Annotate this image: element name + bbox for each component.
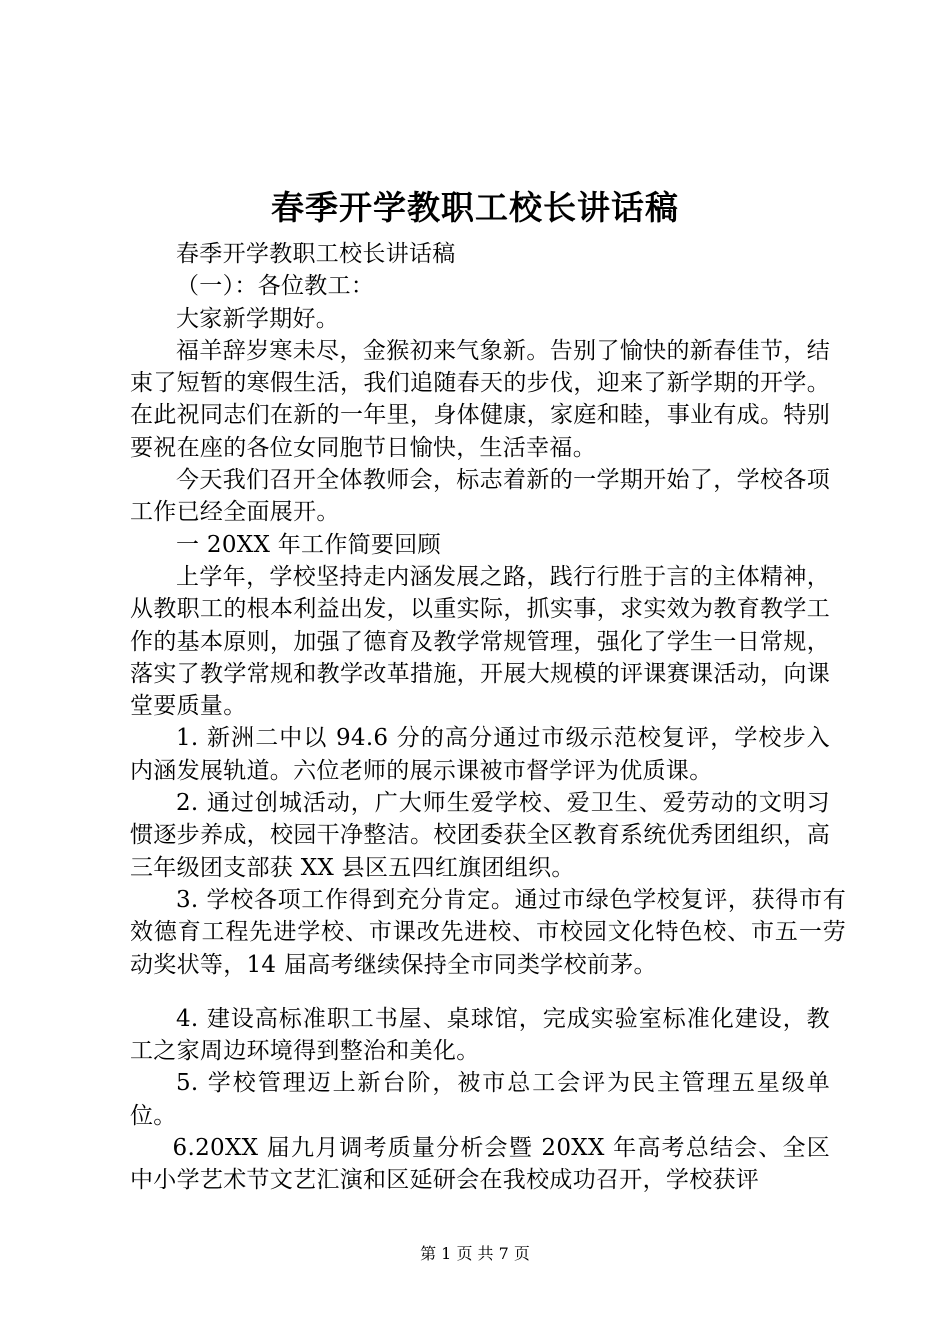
list-item-3: 3. 学校各项工作得到充分肯定。通过市绿色学校复评，获得市有效德育工程先进学校、市课改先进校、市校园文化特色校、市五一劳动奖状等，14 届高考继续保持全市同类学校前茅。 <box>130 886 846 978</box>
page-footer: 第 1 页 共 7 页 <box>420 1244 530 1263</box>
list-item-1: 1. 新洲二中以 94.6 分的高分通过市级示范校复评，学校步入内涵发展轨道。六位老师的展示课被市督学评为优质课。 <box>130 725 830 784</box>
list-item-2: 2. 通过创城活动，广大师生爱学校、爱卫生、爱劳动的文明习惯逐步养成，校园干净整洁。校团委获全区教育系统优秀团组织，高三年级团支部获 XX 县区五四红旗团组织。 <box>130 790 830 881</box>
paragraph-new-year: 福羊辞岁寒未尽，金猴初来气象新。告别了愉快的新春佳节，结束了短暂的寒假生活，我们追随春天的步伐，迎来了新学期的开学。在此祝同志们在新的一年里，身体健康，家庭和睦，事业有成。特别要祝在座的各位女同胞节日愉快，生活幸福。 <box>130 337 830 461</box>
list-item-5: 5. 学校管理迈上新台阶，被市总工会评为民主管理五星级单位。 <box>130 1070 830 1129</box>
list-item-6: 6.20XX 届九月调考质量分析会暨 20XX 年高考总结会、全区中小学艺术节文艺汇演和区延研会在我校成功召开，学校获评 <box>130 1135 830 1194</box>
paragraph-meeting: 今天我们召开全体教师会，标志着新的一学期开始了，学校各项工作已经全面展开。 <box>130 467 830 526</box>
paragraph-last-year: 上学年，学校坚持走内涵发展之路，践行行胜于言的主体精神，从教职工的根本利益出发，以重实际，抓实事，求实效为教育教学工作的基本原则，加强了德育及教学常规管理，强化了学生一日常规，落实了教学常规和教学改革措施，开展大规模的评课赛课活动，向课堂要质量。 <box>130 563 830 720</box>
document-title: 春季开学教职工校长讲话稿 <box>271 188 679 227</box>
paragraph-greeting: 大家新学期好。 <box>176 305 340 332</box>
document-body <box>130 238 846 1197</box>
paragraph-salutation: （一）：各位教工： <box>176 273 375 300</box>
paragraph-subtitle: 春季开学教职工校长讲话稿 <box>176 241 456 267</box>
section-heading-review: 一 20XX 年工作简要回顾 <box>176 531 441 558</box>
list-item-4: 4. 建设高标准职工书屋、桌球馆，完成实验室标准化建设，教工之家周边环境得到整治和美化。 <box>130 1005 830 1065</box>
